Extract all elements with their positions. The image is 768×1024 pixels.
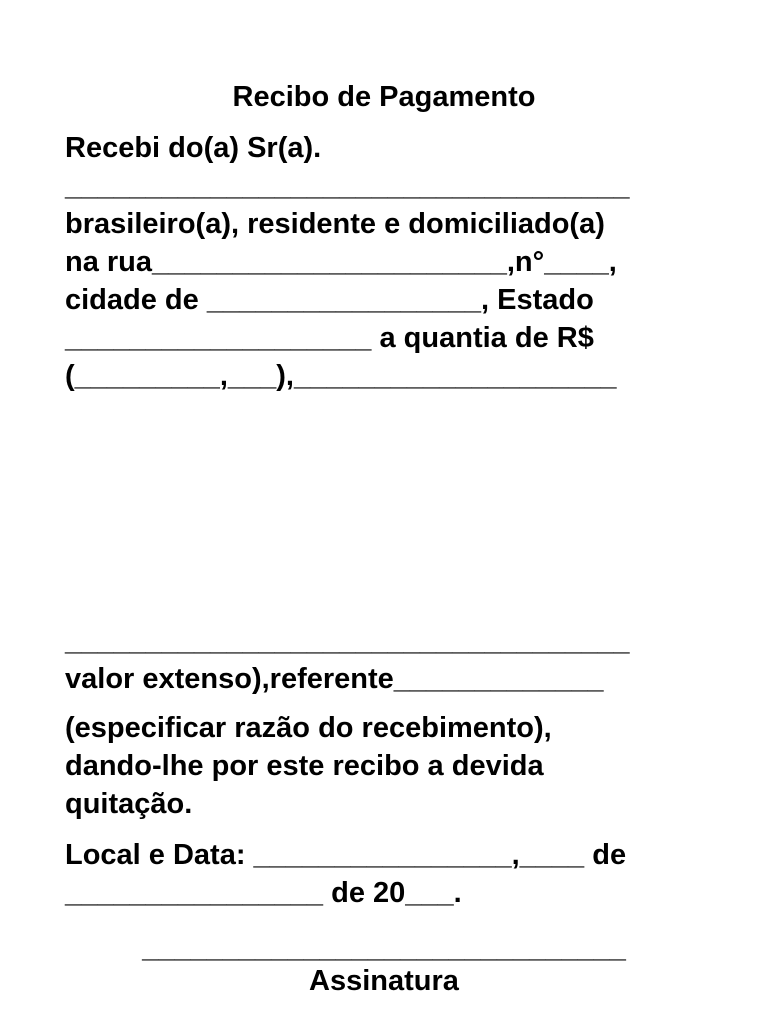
reason-line: (especificar razão do recebimento), (65, 712, 552, 744)
nationality-residence-line: brasileiro(a), residente e domiciliado(a) (65, 208, 605, 240)
signature-line: ______________________________ (142, 932, 626, 964)
document-title: Recibo de Pagamento (232, 81, 536, 113)
signature-label: Assinatura (309, 965, 459, 997)
amount-numeric-line: (_________,___),____________________ (65, 360, 617, 392)
amount-words-blank: ___________________________________ (65, 625, 630, 657)
street-number-line: na rua______________________,n°____, (65, 246, 617, 278)
city-state-line: cidade de _________________, Estado (65, 284, 594, 316)
place-date-line: Local e Data: ________________,____ de (65, 839, 627, 871)
payer-name-blank: ___________________________________ (65, 170, 630, 202)
payer-intro-line: Recebi do(a) Sr(a). (65, 132, 322, 164)
amount-intro-line: ___________________ a quantia de R$ (65, 322, 594, 354)
discharge-line: dando-lhe por este recibo a devida (65, 750, 544, 782)
amount-words-reference-line: valor extenso),referente_____________ (65, 663, 604, 695)
date-year-line: ________________ de 20___. (65, 877, 462, 909)
discharge-end-line: quitação. (65, 788, 193, 820)
